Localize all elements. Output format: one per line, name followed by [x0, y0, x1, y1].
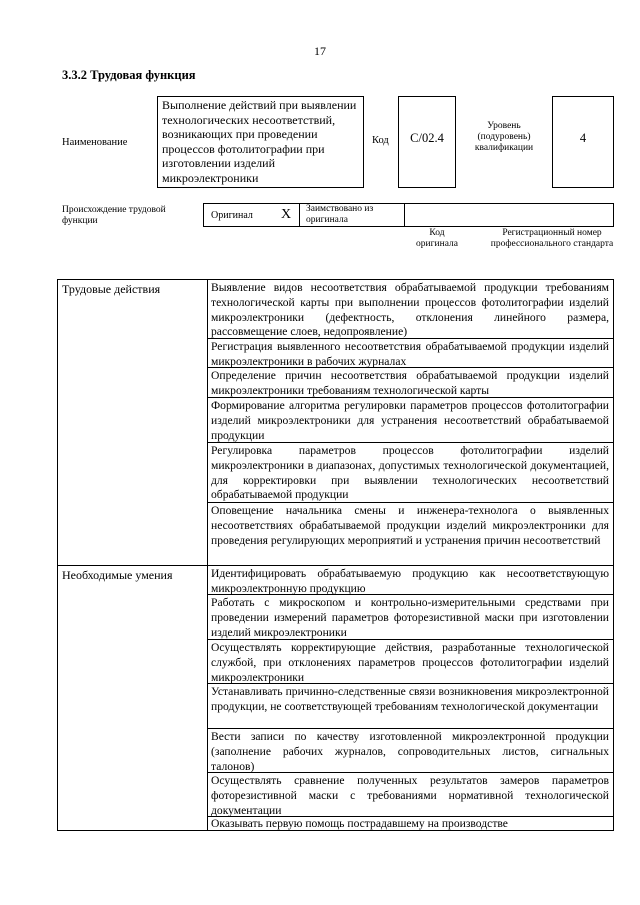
borrowed-label: Заимствовано из оригинала: [299, 203, 405, 227]
row-divider: [207, 683, 614, 684]
original-label: Оригинал: [203, 203, 273, 227]
registration-number-caption: Регистрационный номер профессионального стандарта: [490, 228, 614, 249]
section-label-required-skills: Необходимые умения: [62, 568, 173, 582]
name-label: Наименование: [62, 137, 128, 148]
table-row: Регулировка параметров процессов фотолитографии изделий микроэлектроники в диапазонах, допустимых технологической документацией, для корректировки при выявлении технологических несоответствий обрабатываемой продукции: [211, 444, 609, 502]
origin-label: Происхождение трудовой функции: [62, 205, 166, 226]
row-divider: [207, 367, 614, 368]
row-divider: [207, 442, 614, 443]
table-row: Регистрация выявленного несоответствия обрабатываемой продукции изделий микроэлектроники в рабочих журналах: [211, 340, 609, 368]
table-column-divider: [207, 279, 208, 831]
table-row: Устанавливать причинно-следственные связи возникновения микроэлектронной продукции, не соответствующей требованиям технологической документации: [211, 685, 609, 713]
row-divider: [207, 728, 614, 729]
qualification-level-value: 4: [552, 96, 614, 188]
table-row: Осуществлять сравнение полученных результатов замеров параметров фоторезистивной маски с требованиями нормативной технологической документации: [211, 774, 609, 817]
section-divider: [57, 565, 614, 566]
function-name-value: Выполнение действий при выявлении технологических несоответствий, возникающих при проведении процессов фотолитографии при изготовлении изделий микроэлектроники: [157, 96, 364, 188]
table-row: Определение причин несоответствия обрабатываемой продукции изделий микроэлектроники требованиям технологической карты: [211, 369, 609, 397]
code-value: С/02.4: [398, 96, 456, 188]
qualification-level-label: Уровень (подуровень) квалификации: [474, 121, 534, 153]
row-divider: [207, 639, 614, 640]
code-label: Код: [372, 135, 389, 146]
row-divider: [207, 338, 614, 339]
table-row: Вести записи по качеству изготовленной микроэлектронной продукции (заполнение рабочих журналов, сопроводительных листов, сигнальных талонов): [211, 730, 609, 773]
code-original-caption: Код оригинала: [416, 228, 458, 249]
row-divider: [207, 772, 614, 773]
row-divider: [207, 502, 614, 503]
original-mark: Х: [273, 203, 299, 227]
page-number: 17: [314, 44, 326, 58]
section-title: 3.3.2 Трудовая функция: [62, 68, 196, 82]
table-row: Формирование алгоритма регулировки параметров процессов фотолитографии изделий микроэлектроники для устранения несоответствий обрабатываемой продукции: [211, 399, 609, 442]
table-row: Работать с микроскопом и контрольно-измерительными средствами при проведении измерений параметров фоторезистивной маски при изготовлении изделий микроэлектроники: [211, 596, 609, 639]
row-divider: [207, 397, 614, 398]
table-row: Идентифицировать обрабатываемую продукцию как несоответствующую микроэлектронную продукцию: [211, 567, 609, 595]
row-divider: [207, 594, 614, 595]
table-row: Выявление видов несоответствия обрабатываемой продукции требованиям технологической карты при выполнении процессов фотолитографии изделий микроэлектроники (дефектность, отклонения линейного размера, рассовмещение слоев, недопроявление): [211, 281, 609, 339]
table-row: Оказывать первую помощь пострадавшему на производстве: [211, 817, 508, 830]
table-row: Осуществлять корректирующие действия, разработанные технологической службой, при отклонениях параметров процессов фотолитографии изделий микроэлектроники: [211, 641, 609, 684]
registration-number-cell: [405, 203, 614, 227]
table-row: Оповещение начальника смены и инженера-технолога о выявленных несоответствиях обрабатываемой продукции изделий микроэлектроники для проведения регулирующих мероприятий и устранения причин несоответствий: [211, 504, 609, 547]
section-label-labor-actions: Трудовые действия: [62, 282, 161, 296]
